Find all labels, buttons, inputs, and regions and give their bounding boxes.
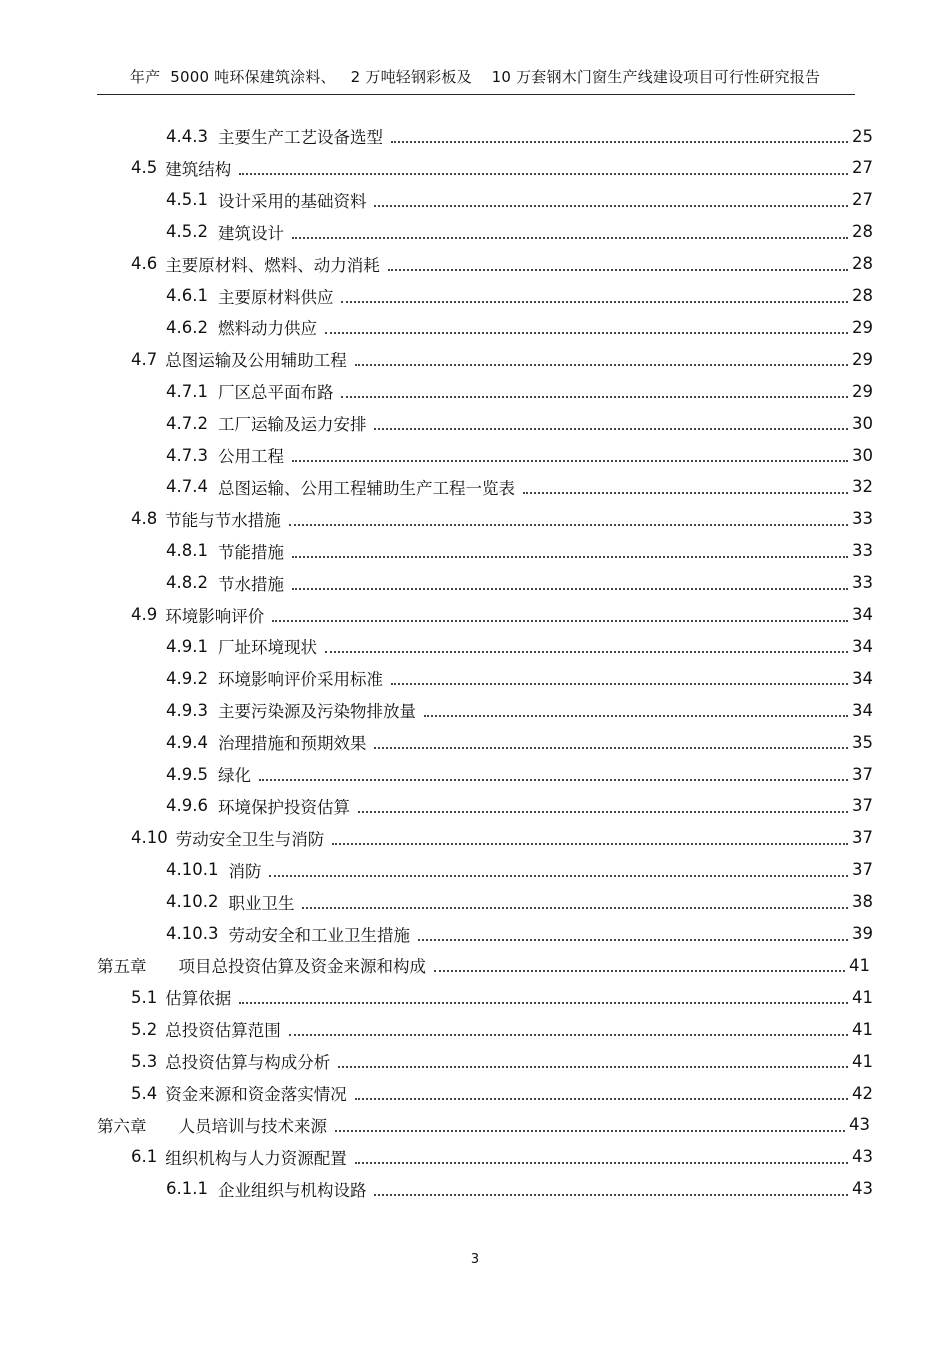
- toc-entry-number: 4.10.3: [166, 924, 219, 943]
- toc-entry-title: 设计采用的基础资料: [217, 191, 367, 211]
- toc-entry-page: 27: [852, 190, 873, 210]
- toc-entry-number: 4.6.1: [166, 286, 208, 305]
- toc-entry[interactable]: [166, 407, 873, 439]
- toc-entry[interactable]: [166, 726, 873, 758]
- toc-entry-page: 37: [852, 860, 873, 880]
- toc-entry[interactable]: [166, 567, 873, 599]
- toc-entry[interactable]: [166, 471, 873, 503]
- toc-entry-number: 4.10.1: [166, 860, 219, 880]
- toc-entry[interactable]: [131, 1141, 873, 1173]
- toc-entry[interactable]: [166, 854, 873, 886]
- toc-entry[interactable]: [166, 280, 873, 312]
- toc-entry-number: 4.9.5: [166, 764, 208, 784]
- toc-dot-leader: [332, 843, 848, 845]
- toc-entry[interactable]: [131, 822, 873, 854]
- toc-entry-number: 4.7.2: [166, 413, 208, 433]
- toc-entry-title: 劳动安全和工业卫生措施: [228, 925, 410, 945]
- toc-entry[interactable]: [166, 120, 873, 152]
- toc-dot-leader: [292, 237, 848, 239]
- toc-dot-leader: [418, 939, 848, 941]
- toc-entry-number: 4.10: [131, 828, 168, 848]
- toc-entry-page: 25: [852, 126, 873, 146]
- toc-entry-number: 4.5.2: [166, 222, 208, 242]
- toc-entry-number: 5.2: [131, 1019, 158, 1039]
- header-rule: [97, 94, 855, 95]
- toc-entry-number: 4.7.1: [166, 381, 208, 401]
- toc-entry-page: 42: [852, 1083, 873, 1103]
- toc-entry-title: 绿化: [217, 766, 251, 785]
- toc-entry-title: 消防: [228, 861, 262, 881]
- toc-entry-title: 人员培训与技术来源: [178, 1116, 327, 1136]
- toc-entry[interactable]: [166, 184, 873, 216]
- toc-dot-leader: [424, 715, 848, 717]
- toc-entry-title: 环境影响评价: [165, 606, 265, 626]
- toc-entry[interactable]: [131, 503, 873, 535]
- toc-entry-page: 43: [849, 1115, 870, 1135]
- toc-entry-page: 27: [852, 158, 873, 178]
- toc-entry-page: 41: [852, 1051, 873, 1071]
- toc-entry-number: 4.9.2: [166, 668, 208, 688]
- toc-entry-page: 37: [852, 828, 873, 848]
- toc-dot-leader: [341, 396, 848, 398]
- toc-entry-title: 治理措施和预期效果: [217, 734, 367, 754]
- running-header: 年产 5000 吨环保建筑涂料、 2 万吨轻钢彩板及 10 万套钢木门窗生产线建设项目可行性研究报告: [129, 68, 821, 86]
- toc-entry-number: 4.6.2: [166, 317, 208, 337]
- toc-entry-title: 主要原材料、燃料、动力消耗: [165, 255, 380, 275]
- toc-entry[interactable]: [166, 918, 873, 950]
- toc-entry-number: 6.1.1: [166, 1179, 208, 1199]
- toc-entry-page: 41: [852, 1019, 873, 1039]
- toc-entry[interactable]: [166, 758, 873, 790]
- toc-entry[interactable]: [131, 1045, 873, 1077]
- toc-entry-page: 34: [852, 636, 873, 656]
- toc-entry-number: 4.7: [131, 349, 158, 369]
- toc-dot-leader: [292, 588, 848, 590]
- toc-dot-leader: [391, 141, 848, 143]
- toc-dot-leader: [239, 173, 848, 175]
- toc-entry-page: 43: [852, 1179, 873, 1199]
- toc-entry[interactable]: [166, 886, 873, 918]
- toc-entry[interactable]: [166, 375, 873, 407]
- toc-entry-title: 厂区总平面布路: [217, 383, 334, 403]
- toc-entry-number: 4.7.4: [166, 477, 208, 497]
- toc-entry-number: 4.5.1: [166, 190, 208, 210]
- toc-entry-page: 41: [849, 955, 870, 975]
- toc-entry-page: 29: [852, 349, 873, 369]
- toc-entry-number: 5.3: [131, 1051, 158, 1071]
- toc-dot-leader: [391, 683, 848, 685]
- toc-entry-number: 4.9.6: [166, 796, 208, 816]
- toc-entry-number: 4.9: [131, 605, 158, 624]
- toc-entry-page: 30: [852, 413, 873, 433]
- toc-entry-title: 总投资估算范围: [165, 1021, 281, 1041]
- toc-entry-title: 环境影响评价采用标准: [217, 670, 383, 690]
- toc-entry[interactable]: [131, 599, 873, 631]
- toc-entry[interactable]: [166, 216, 873, 248]
- toc-entry-number: 4.5: [131, 158, 158, 178]
- toc-entry-page: 29: [852, 317, 873, 337]
- toc-dot-leader: [374, 1194, 848, 1196]
- toc-entry[interactable]: [166, 630, 873, 662]
- toc-entry-number: 4.9.3: [166, 700, 208, 720]
- toc-dot-leader: [259, 779, 848, 781]
- toc-dot-leader: [302, 907, 848, 909]
- toc-entry[interactable]: [131, 343, 873, 375]
- toc-entry[interactable]: [166, 662, 873, 694]
- toc-entry-title: 总投资估算与构成分析: [165, 1053, 331, 1073]
- toc-entry-page: 29: [852, 381, 873, 401]
- toc-entry-title: 建筑结构: [165, 159, 232, 179]
- toc-entry-number: 4.8.1: [166, 541, 208, 561]
- toc-entry-number: 5.4: [131, 1083, 158, 1103]
- toc-dot-leader: [374, 747, 848, 749]
- toc-entry-title: 环境保护投资估算: [217, 797, 350, 817]
- toc-entry-title: 节水措施: [217, 574, 284, 594]
- toc-entry-title: 燃料动力供应: [217, 319, 317, 339]
- toc-entry-page: 38: [852, 892, 873, 912]
- toc-dot-leader: [388, 269, 848, 271]
- toc-entry-page: 33: [852, 509, 873, 529]
- toc-entry-title: 主要生产工艺设备选型: [217, 128, 383, 147]
- toc-entry[interactable]: [131, 1013, 873, 1045]
- toc-entry-number: 6.1: [131, 1147, 158, 1167]
- toc-entry-title: 主要原材料供应: [217, 287, 334, 307]
- toc-entry-number: 4.10.2: [166, 892, 219, 912]
- toc-entry[interactable]: [166, 439, 873, 471]
- toc-entry-title: 劳动安全卫生与消防: [175, 829, 325, 849]
- toc-dot-leader: [325, 651, 848, 653]
- toc-entry-title: 总图运输、公用工程辅助生产工程一览表: [217, 478, 515, 498]
- toc-entry-number: 4.4.3: [166, 126, 208, 146]
- toc-entry-page: 37: [852, 796, 873, 816]
- toc-entry-page: 37: [852, 764, 873, 784]
- toc-dot-leader: [338, 1066, 848, 1068]
- toc-entry-page: 28: [852, 254, 873, 274]
- toc-entry-page: 35: [852, 732, 873, 752]
- toc-entry-page: 34: [852, 605, 873, 624]
- toc-entry-title: 公用工程: [217, 447, 284, 466]
- toc-dot-leader: [374, 205, 848, 207]
- toc-entry[interactable]: [131, 152, 873, 184]
- toc-entry-page: 33: [852, 573, 873, 593]
- toc-dot-leader: [289, 524, 848, 526]
- toc-entry-number: 4.8.2: [166, 573, 208, 593]
- toc-dot-leader: [292, 556, 848, 558]
- toc-entry[interactable]: [131, 981, 873, 1013]
- toc-entry-number: 4.6: [131, 254, 158, 274]
- toc-entry-page: 34: [852, 668, 873, 688]
- toc-entry[interactable]: [97, 949, 870, 981]
- toc-dot-leader: [355, 364, 848, 366]
- toc-entry-number: 4.7.3: [166, 445, 208, 465]
- toc-entry-page: 39: [852, 924, 873, 943]
- toc-entry[interactable]: [166, 1173, 873, 1205]
- toc-entry-title: 建筑设计: [217, 223, 284, 243]
- toc-entry-page: 30: [852, 445, 873, 465]
- page-number: 3: [470, 1252, 480, 1267]
- toc-entry[interactable]: [166, 790, 873, 822]
- toc-entry-number: 5.1: [131, 987, 158, 1007]
- toc-entry[interactable]: [166, 535, 873, 567]
- toc-entry-number: 第六章: [97, 1116, 147, 1136]
- toc-dot-leader: [355, 1098, 848, 1100]
- toc-dot-leader: [434, 970, 845, 972]
- toc-entry[interactable]: [131, 248, 873, 280]
- toc-dot-leader: [335, 1130, 845, 1132]
- toc-entry-page: 34: [852, 700, 873, 720]
- toc-entry-title: 厂址环境现状: [217, 638, 317, 658]
- toc-entry-title: 项目总投资估算及资金来源和构成: [178, 957, 426, 977]
- toc-dot-leader: [374, 428, 848, 430]
- toc-entry-title: 主要污染源及污染物排放量: [217, 702, 416, 722]
- toc-entry-title: 资金来源和资金落实情况: [165, 1085, 347, 1104]
- toc-dot-leader: [325, 332, 848, 334]
- toc-dot-leader: [292, 460, 848, 462]
- toc-entry-page: 28: [852, 286, 873, 305]
- toc-dot-leader: [269, 875, 848, 877]
- toc-entry[interactable]: [97, 1109, 870, 1141]
- toc-entry-number: 第五章: [97, 957, 147, 977]
- toc-entry[interactable]: [166, 694, 873, 726]
- toc-entry-page: 28: [852, 222, 873, 242]
- toc-entry-number: 4.9.4: [166, 732, 208, 752]
- toc-entry-page: 33: [852, 541, 873, 561]
- toc-entry-number: 4.9.1: [166, 636, 208, 656]
- toc-entry-title: 节能与节水措施: [165, 510, 281, 530]
- toc-dot-leader: [272, 620, 848, 622]
- toc-entry-number: 4.8: [131, 509, 158, 529]
- toc-entry-title: 节能措施: [217, 542, 284, 562]
- toc-entry-title: 组织机构与人力资源配置: [165, 1148, 347, 1168]
- toc-entry-page: 41: [852, 987, 873, 1007]
- toc-entry-title: 工厂运输及运力安排: [217, 415, 367, 435]
- toc-dot-leader: [358, 811, 848, 813]
- toc-entry-title: 估算依据: [165, 989, 232, 1009]
- toc-dot-leader: [523, 492, 848, 494]
- toc-dot-leader: [355, 1162, 848, 1164]
- toc-entry-title: 职业卫生: [228, 893, 295, 913]
- toc-entry-title: 总图运输及公用辅助工程: [165, 351, 347, 371]
- toc-entry[interactable]: [166, 311, 873, 343]
- toc-entry-page: 43: [852, 1147, 873, 1167]
- toc-entry[interactable]: [131, 1077, 873, 1109]
- toc-entry-title: 企业组织与机构设路: [217, 1180, 367, 1200]
- toc-dot-leader: [289, 1034, 848, 1036]
- toc-dot-leader: [341, 301, 848, 303]
- toc-entry-page: 32: [852, 477, 873, 497]
- toc-dot-leader: [239, 1002, 848, 1004]
